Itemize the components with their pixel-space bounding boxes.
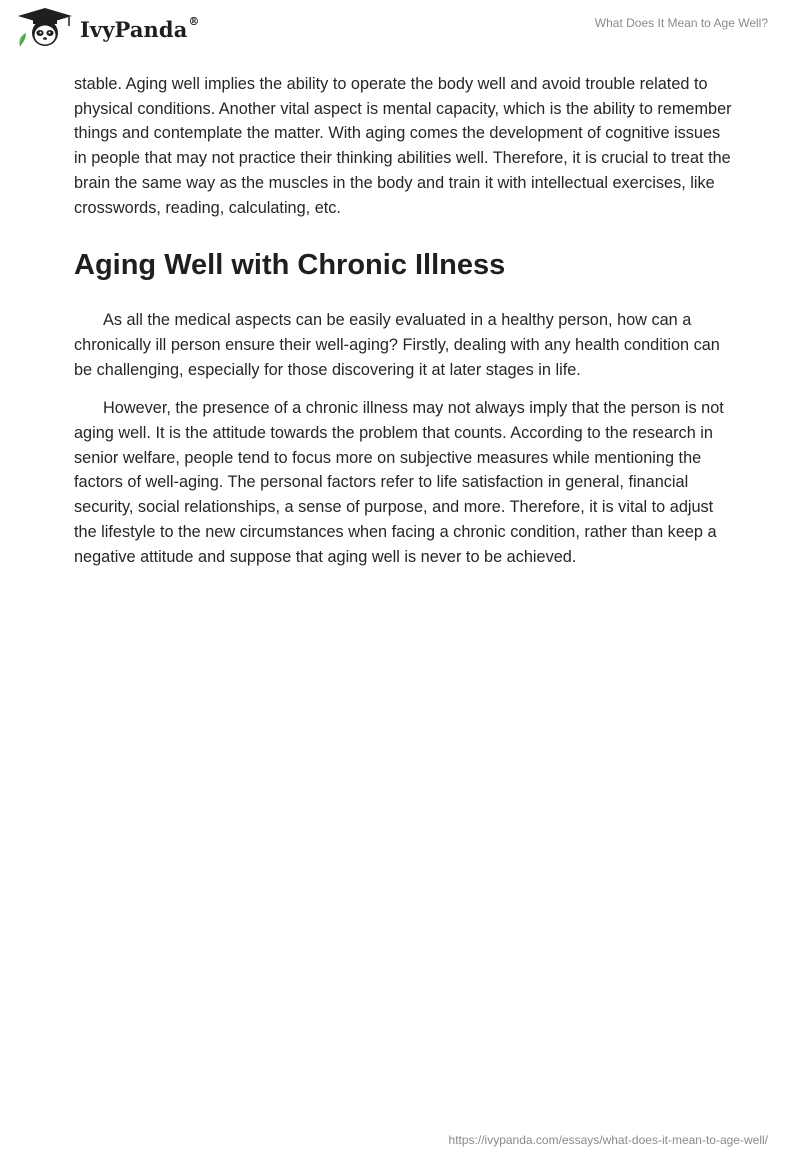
brand-name: IvyPanda® — [80, 14, 200, 42]
footer-url[interactable]: https://ivypanda.com/essays/what-does-it-mean-to-age-well/ — [448, 1133, 768, 1147]
intro-paragraph: stable. Aging well implies the ability to operate the body well and avoid trouble related to physical conditions. Another vital aspect is mental capacity, which is the ability to remember things and contemplate the matter. With aging comes the development of cognitive issues in people that may not practice their thinking abilities well. Therefore, it is crucial to treat the brain the same way as the muscles in the body and train it with intellectual exercises, like crosswords, reading, calculating, etc. — [74, 75, 732, 217]
panda-graduate-icon — [14, 8, 76, 48]
document-title: What Does It Mean to Age Well? — [594, 16, 768, 30]
body-paragraph: As all the medical aspects can be easily evaluated in a healthy person, how can a chronically ill person ensure their well-aging? Firstly, dealing with any health condition can be challenging, especially for those discovering it at later stages in life. — [74, 311, 720, 379]
body-paragraph: However, the presence of a chronic illness may not always imply that the person is not aging well. It is the attitude towards the problem that counts. According to the research in senior welfare, people tend to focus more on subjective measures while mentioning the factors of well-aging. The personal factors refer to life satisfaction in general, financial security, social relationships, a sense of purpose, and more. Therefore, it is vital to adjust the lifestyle to the new circumstances when facing a chronic condition, rather than keep a negative attitude and suppose that aging well is never to be achieved. — [74, 399, 724, 566]
essay-body — [74, 72, 734, 569]
registered-mark: ® — [188, 14, 200, 28]
section-heading: Aging Well with Chronic Illness — [74, 249, 506, 282]
brand-logo[interactable] — [14, 8, 200, 48]
page-header — [0, 0, 800, 66]
